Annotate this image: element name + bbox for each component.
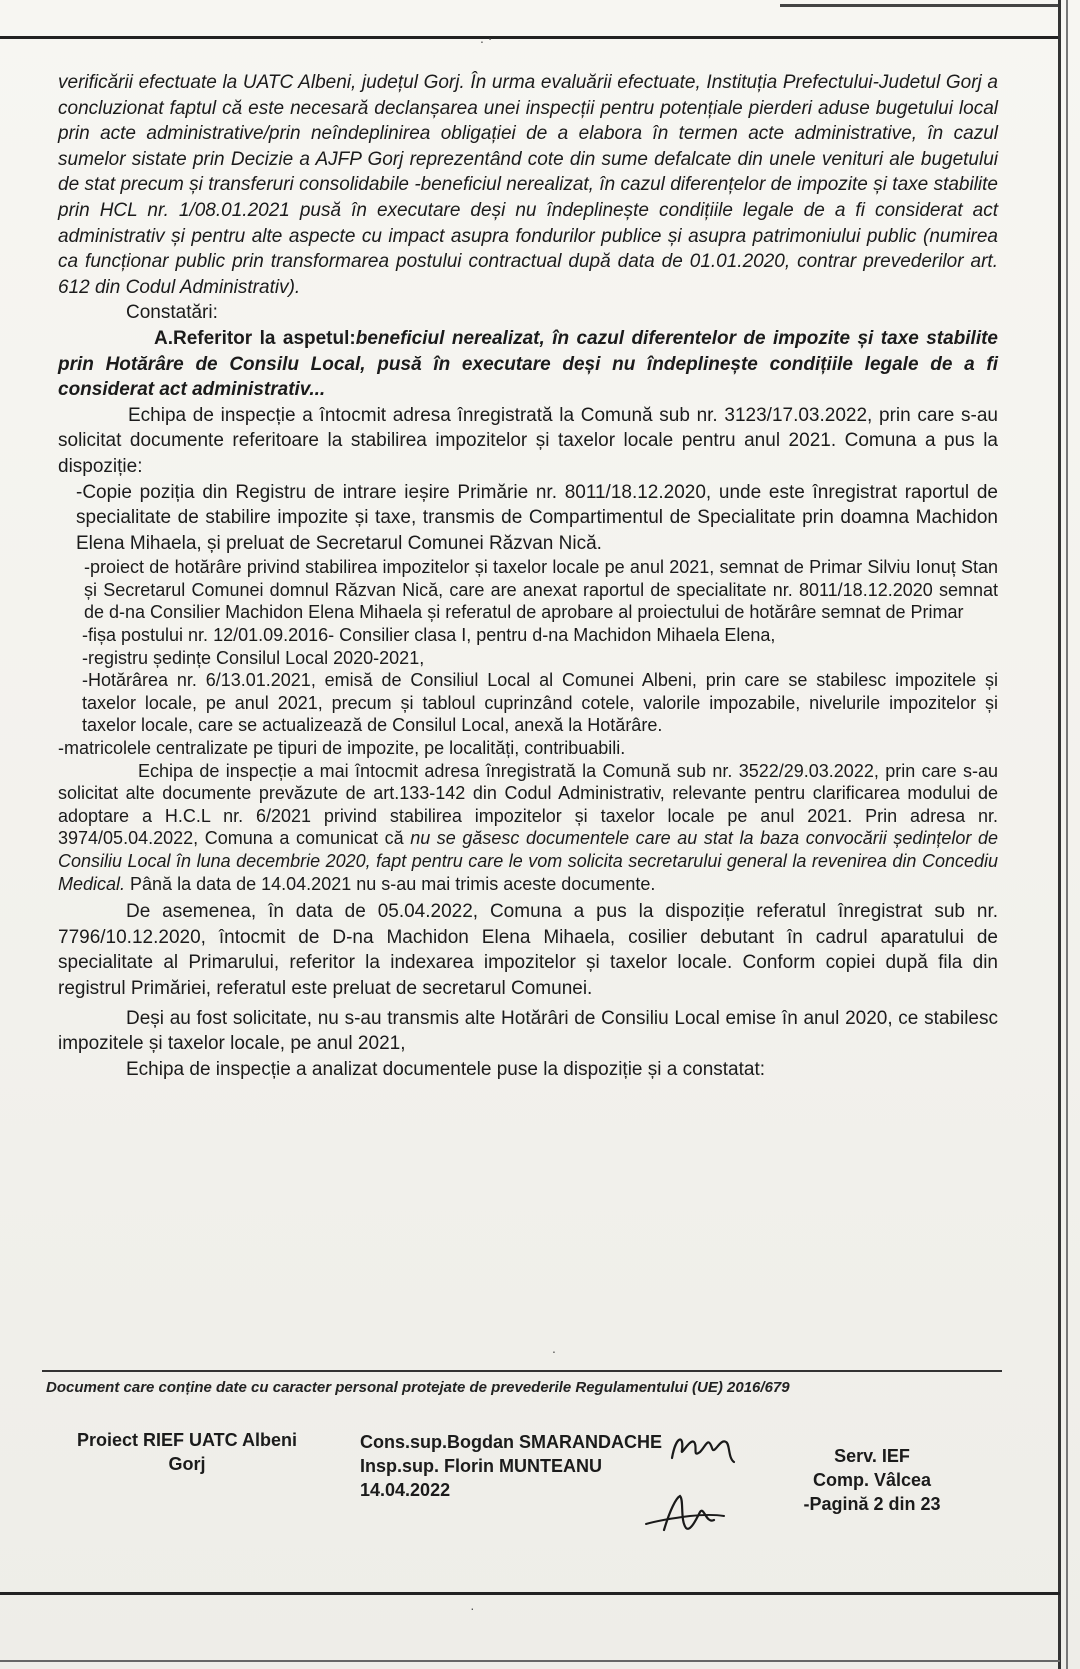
service-line-2: Comp. Vâlcea [812, 1470, 932, 1490]
section-a-text: beneficiul nerealizat, în cazul diferentelor de impozite și taxe stabilite prin Hotărâre de Consilu Local, pusă în executare deși nu îndeplinește condițiile legale de a fi considerat act administrativ... [58, 327, 998, 401]
scan-speck: . · [480, 30, 493, 46]
footer-date: 14.04.2022 [360, 1480, 451, 1500]
paragraph-2-quote: nu se găsesc documentele care au stat la baza convocării ședințelor de Consiliu Local în luna decembrie 2020, fapt pentru care le vom solicita secretarului general la revenirea din Concediu Medical. [58, 828, 999, 894]
list-item-5: -Hotărârea nr. 6/13.01.2021, emisă de Consiliul Local al Comunei Albeni, prin care se stabilesc impozitele și taxelor locale, pe anul 2021, precum și tabloul cuprinzând cotele, valorile impozabile, nivelurile impozitelor și taxelor locale, care se actualizează de Consilul Local, anexă la Hotărâre. [82, 670, 998, 736]
paragraph-1: Echipa de inspecție a întocmit adresa înregistrată la Comună sub nr. 3123/17.03.2022, prin care s-au solicitat documente referitoare la stabilirea impozitelor și taxelor locale pentru anul 2021. Comuna a pus la dispoziție: [58, 404, 998, 477]
scan-edge-top [780, 4, 1060, 7]
list-item-2: -proiect de hotărâre privind stabilirea impozitelor și taxelor locale pe anul 2021, semnat de Primar Silviu Ionuț Stan și Secretarul Comunei domnul Răzvan Nică, care are anexat raportul de specialitate nr. 8011/18.12.2020 semnat de d-na Consilier Machidon Elena Mihaela și referatul de aprobare al proiectului de hotărâre semnat de Primar [84, 557, 998, 623]
scan-edge-line [0, 36, 1060, 39]
section-a-label: A.Referitor la aspetul: [154, 327, 356, 349]
inspector-2: Insp.sup. Florin MUNTEANU [360, 1456, 602, 1476]
list-item-3: -fișa postului nr. 12/01.09.2016- Consilier clasa I, pentru d-na Machidon Mihaela Elena, [82, 625, 776, 646]
paragraph-5: Echipa de inspecție a analizat documentele puse la dispoziție și a constatat: [126, 1058, 766, 1080]
inspector-1: Cons.sup.Bogdan SMARANDACHE [360, 1432, 662, 1452]
scan-speck: . [552, 1340, 556, 1356]
list-item-1: -Copie poziția din Registru de intrare ieșire Primărie nr. 8011/18.12.2020, unde este înregistrat raportul de specialitate de stabilire impozite și taxe, transmis de Compartimentul de Specialitate prin doamna Machidon Elena Mihaela, și preluat de Secretarul Comunei Răzvan Nică. [76, 481, 998, 554]
signature-1-icon [668, 1428, 738, 1468]
document-body [58, 70, 998, 1082]
scan-edge-bottom-shadow [0, 1660, 1060, 1662]
paragraph-3: De asemenea, în data de 05.04.2022, Comuna a pus la dispoziție referatul înregistrat sub nr. 7796/10.12.2020, întocmit de D-na Machidon Elena Mihaela, cosilier debutant în cadrul aparatului de specialitate al Primarului, referitor la indexarea impozitelor și taxelor locale. Conform copiei după fila din registrul Primăriei, referatul este preluat de secretarul Comunei. [58, 901, 998, 999]
project-block [62, 1428, 312, 1476]
list-item-4: -registru ședințe Consilul Local 2020-2021, [82, 647, 425, 668]
footer-rule [42, 1370, 1002, 1372]
service-line-1: Serv. IEF [834, 1446, 910, 1466]
paragraph-4: Deși au fost solicitate, nu s-au transmis alte Hotărâri de Consiliu Local emise în anul 2020, ce stabilesc impozitele și taxelor locale, pe anul 2021, [58, 1007, 998, 1055]
scan-speck: · [470, 1600, 475, 1616]
list-item-6: -matricolele centralizate pe tipuri de impozite, pe localități, contribuabili. [58, 738, 626, 759]
project-line-2: Gorj [168, 1454, 206, 1474]
service-block [772, 1444, 972, 1516]
signature-2-icon [640, 1490, 730, 1540]
intro-paragraph: verificării efectuate la UATC Albeni, județul Gorj. În urma evaluării efectuate, Instituția Prefectului-Judetul Gorj a concluzionat faptul că este necesară declanșarea unei inspecții pentru potențiale pierderi aduse bugetului local prin acte administrative/prin neîndeplinirea obligației de a elabora în termen acte administrative, în cazul sumelor sistate prin Decizie a AJFP Gorj reprezentând cote din sume defalcate din unele venituri ale bugetului de stat precum și transferuri consolidabile -beneficiul nerealizat, în cazul diferențelor de impozite și taxe stabilite prin HCL nr. 1/08.01.2021 pusă în executare deși nu îndeplinește condițiile legale de a fi considerat act administrativ și pentru alte aspecte cu impact asupra fondurilor publice și asupra patrimoniului public (numirea ca funcționar public prin transformarea postului contractual după data de 01.01.2020, contrar prevederilor art. 612 din Codul Administrativ). [58, 72, 998, 298]
paragraph-2-text: Echipa de inspecție a mai întocmit adresa înregistrată la Comună sub nr. 3522/29.03.2022, prin care s-au solicitat alte documente prevăzute de art.133-142 din Codul Administrativ, relevante pentru clarificarea modului de adoptare a H.C.L nr. 6/2021 privind stabilirea impozitelor și taxelor locale pe anul 2021. Prin adresa nr. 3974/05.04.2022, Comuna a comunicat că [58, 760, 998, 849]
scan-edge-right-shadow [1066, 0, 1068, 1669]
scan-edge-right [1058, 0, 1061, 1669]
project-line-1: Proiect RIEF UATC Albeni [76, 1430, 298, 1450]
paragraph-2 [58, 760, 998, 896]
section-a [58, 326, 998, 403]
constatari-label: Constatări: [126, 302, 218, 324]
gdpr-disclaimer: Document care conține date cu caracter personal protejate de prevederile Regulamentului (UE) 2016/679 [46, 1379, 790, 1396]
page-number: -Pagină 2 din 23 [803, 1494, 941, 1514]
paragraph-2-end: Până la data de 14.04.2021 nu s-au mai trimis aceste documente. [125, 873, 656, 894]
scan-edge-bottom [0, 1592, 1060, 1595]
